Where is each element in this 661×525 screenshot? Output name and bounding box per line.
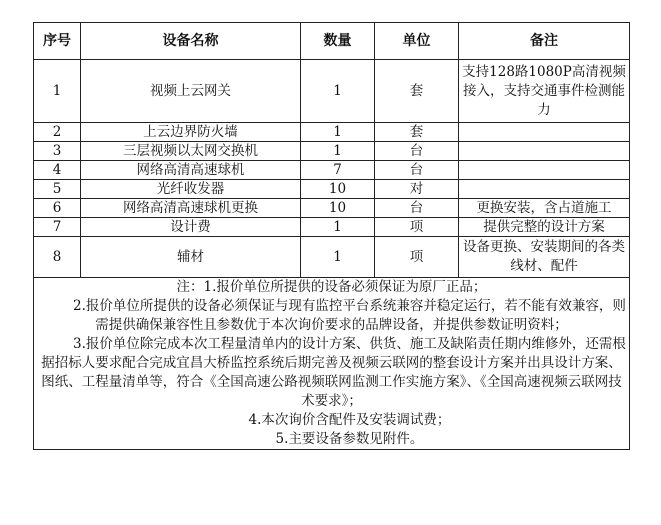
table-row — [34, 142, 630, 161]
cell-qty: 1 — [301, 218, 375, 237]
cell-unit: 对 — [375, 180, 459, 199]
cell-remark: 支持128路1080P高清视频接入，支持交通事件检测能力 — [459, 60, 630, 123]
table-header-row — [34, 23, 630, 60]
cell-remark — [459, 142, 630, 161]
cell-remark: 提供完整的设计方案 — [459, 218, 630, 237]
cell-unit: 项 — [375, 237, 459, 278]
equipment-quote-table — [33, 22, 630, 450]
header-no: 序号 — [34, 23, 81, 60]
cell-no: 6 — [34, 199, 81, 218]
cell-no: 4 — [34, 161, 81, 180]
cell-name: 三层视频以太网交换机 — [81, 142, 301, 161]
table-row — [34, 218, 630, 237]
note-4: 4.本次询价含配件及安装调试费； — [248, 412, 451, 428]
note-2: 2.报价单位所提供的设备必须保证与现有监控平台系统兼容并稳定运行，若不能有效兼容，则需提供确保兼容性且参数优于本次询价要求的品牌设备，并提供参数证明资料； — [73, 298, 626, 333]
cell-no: 8 — [34, 237, 81, 278]
cell-name: 网络高清高速球机 — [81, 161, 301, 180]
cell-qty: 1 — [301, 123, 375, 142]
cell-no: 7 — [34, 218, 81, 237]
note-3: 3.报价单位除完成本次工程量清单内的设计方案、供货、施工及缺陷责任期内维修外，还需根据招标人要求配合完成宜昌大桥监控系统后期完善及视频云联网的整套设计方案并出具设计方案、图纸、工程量清单等，符合《全国高速公路视频联网监测工作实施方案》、《全国高速视频云联网技术要求》； — [41, 336, 626, 409]
cell-name: 网络高清高速球机更换 — [81, 199, 301, 218]
cell-qty: 1 — [301, 142, 375, 161]
cell-name: 光纤收发器 — [81, 180, 301, 199]
cell-unit: 项 — [375, 218, 459, 237]
cell-name: 设计费 — [81, 218, 301, 237]
cell-unit: 套 — [375, 60, 459, 123]
cell-qty: 1 — [301, 237, 375, 278]
cell-qty: 10 — [301, 180, 375, 199]
cell-unit: 台 — [375, 161, 459, 180]
cell-no: 2 — [34, 123, 81, 142]
cell-no: 5 — [34, 180, 81, 199]
notes-cell — [34, 278, 630, 450]
cell-qty: 7 — [301, 161, 375, 180]
notes-row — [34, 278, 630, 450]
table-row — [34, 237, 630, 278]
note-5: 5.主要设备参数见附件。 — [275, 431, 424, 447]
cell-remark — [459, 161, 630, 180]
table-row — [34, 60, 630, 123]
cell-unit: 台 — [375, 199, 459, 218]
cell-remark — [459, 123, 630, 142]
cell-remark: 更换安装，含占道施工 — [459, 199, 630, 218]
cell-unit: 台 — [375, 142, 459, 161]
cell-qty: 10 — [301, 199, 375, 218]
cell-no: 3 — [34, 142, 81, 161]
table-row — [34, 180, 630, 199]
table-row — [34, 123, 630, 142]
cell-name: 上云边界防火墙 — [81, 123, 301, 142]
header-name: 设备名称 — [81, 23, 301, 60]
cell-remark: 设备更换、安装期间的各类线材、配件 — [459, 237, 630, 278]
cell-unit: 套 — [375, 123, 459, 142]
cell-name: 辅材 — [81, 237, 301, 278]
note-1: 注：1.报价单位所提供的设备必须保证为原厂正品； — [176, 279, 487, 295]
cell-no: 1 — [34, 60, 81, 123]
cell-name: 视频上云网关 — [81, 60, 301, 123]
header-qty: 数量 — [301, 23, 375, 60]
table-row — [34, 161, 630, 180]
cell-remark — [459, 180, 630, 199]
table-row — [34, 199, 630, 218]
header-remark: 备注 — [459, 23, 630, 60]
cell-qty: 1 — [301, 60, 375, 123]
header-unit: 单位 — [375, 23, 459, 60]
